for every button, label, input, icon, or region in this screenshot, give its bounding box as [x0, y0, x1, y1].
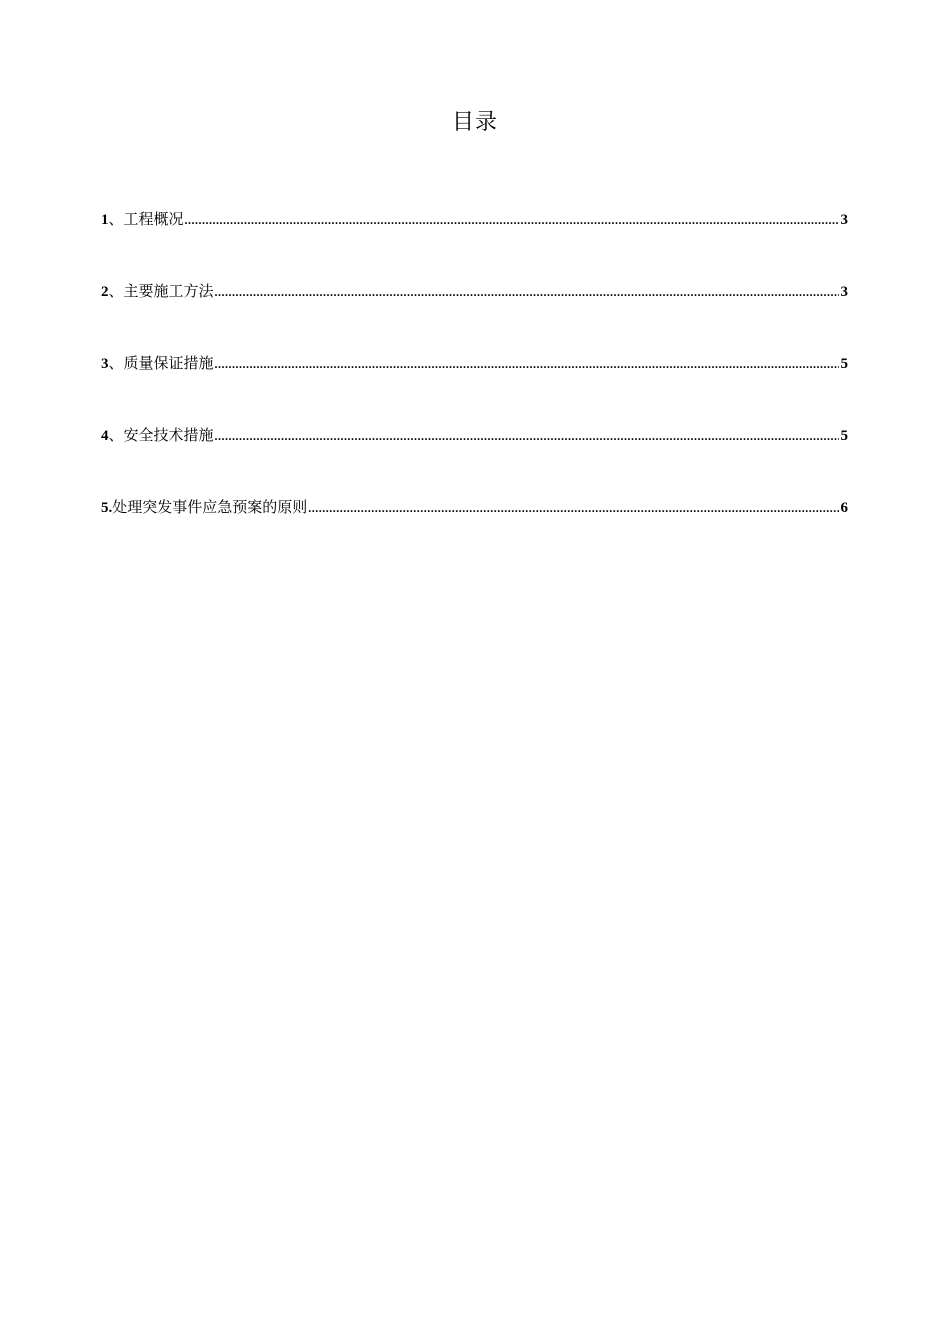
toc-entry-separator: 、 — [108, 356, 124, 372]
toc-entry-title: 处理突发事件应急预案的原则 — [112, 500, 308, 516]
toc-entry-page: 5 — [840, 356, 848, 372]
toc-entry-4[interactable] — [101, 424, 848, 449]
toc-title-text: 目录 — [451, 109, 498, 134]
toc-entry-title: 安全技术措施 — [123, 428, 214, 444]
toc-dot-leader — [185, 208, 839, 233]
toc-entry-page: 3 — [840, 212, 848, 228]
toc-dot-leader — [215, 280, 839, 305]
toc-entry-separator: 、 — [108, 212, 124, 228]
toc-dot-leader — [215, 424, 839, 449]
toc-entry-page: 3 — [840, 284, 848, 300]
toc-entry-number: 4 — [101, 428, 109, 444]
toc-entry-number: 5. — [101, 500, 113, 516]
toc-dot-leader — [215, 352, 839, 377]
toc-entry-page: 5 — [840, 428, 848, 444]
toc-entry-separator: 、 — [108, 428, 124, 444]
toc-list — [101, 208, 848, 568]
toc-entry-number: 1 — [101, 212, 109, 228]
toc-entry-separator: 、 — [108, 284, 124, 300]
toc-entry-5[interactable] — [101, 496, 848, 521]
toc-entry-number: 2 — [101, 284, 109, 300]
toc-entry-1[interactable] — [101, 208, 848, 233]
toc-entry-title: 主要施工方法 — [123, 284, 214, 300]
toc-entry-page: 6 — [840, 500, 848, 516]
toc-entry-3[interactable] — [101, 352, 848, 377]
toc-entry-number: 3 — [101, 356, 109, 372]
toc-title — [0, 106, 950, 138]
toc-entry-2[interactable] — [101, 280, 848, 305]
toc-dot-leader — [308, 496, 838, 521]
toc-entry-title: 质量保证措施 — [123, 356, 214, 372]
toc-entry-title: 工程概况 — [123, 212, 184, 228]
